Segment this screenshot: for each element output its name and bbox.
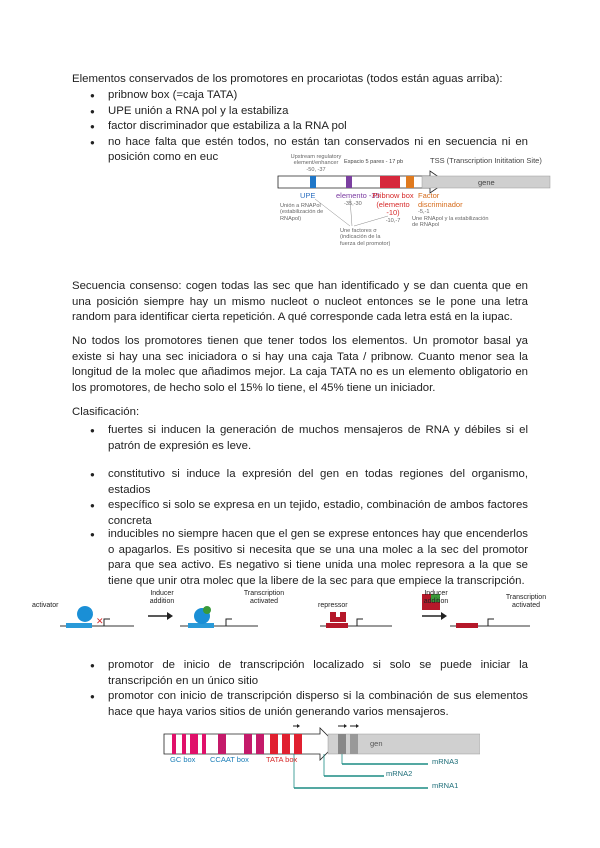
activator-site (66, 623, 92, 628)
gc-box-element (202, 734, 206, 754)
list-item: ● constitutivo si induce la expresión del gen en todas regiones del organismo, estadios (90, 467, 528, 498)
mrna2-label: mRNA2 (386, 769, 413, 778)
tata-box-element (270, 734, 278, 754)
upe-top-label: Upstream regulatory element/enhancer (290, 154, 342, 167)
inducer-addition-label: Inducer addition (149, 590, 175, 605)
promoter-bent-arrow (226, 619, 232, 626)
promoter-bent-arrow (488, 619, 494, 626)
tss-arrow-icon (297, 724, 300, 728)
elem35-label: elemento -35 (336, 191, 380, 200)
upe-top-position: -50, -37 (306, 167, 326, 173)
list-item: ● factor discriminador que estabiliza a la RNA pol (90, 119, 528, 135)
list-item: ● no hace falta que estén todos, no están tan conservados ni en secuencia ni en posición como en euc (90, 135, 528, 166)
elem35-box (346, 176, 352, 188)
clasificacion-list-3 (90, 527, 528, 589)
promoter-bent-arrow (357, 619, 363, 626)
repressor-label: repressor (318, 602, 348, 609)
gc-box-element (190, 734, 198, 754)
tss-arrow-icon (344, 724, 347, 728)
arrow-head-icon (167, 612, 173, 620)
list-item: ● promotor con inicio de transcripción disperso si la combinación de sus elementos hace que haya varios sitios de unión generando varios mensajeros. (90, 689, 528, 720)
upe-box (310, 176, 316, 188)
activator-label: activator (32, 602, 59, 609)
tss-block (338, 734, 346, 754)
no-todos-paragraph: No todos los promotores tienen que tener todos los elementos. Un promotor basal ya existe si hay una sec iniciadora o si hay una caja Tata / pribnow. Cuanto menor sea la longitud de la molec que añadimos mejor. La caja TATA no es un elemento obligatorio en los promotores, de hecho solo el 15% lo tiene, el 45% tiene un iniciador. (72, 335, 528, 394)
list-item: ● fuertes si inducen la generación de muchos mensajeros de RNA y débiles si el patrón de expresión es leve. (90, 423, 528, 454)
ccaat-box-element (256, 734, 264, 754)
tss-block (350, 734, 358, 754)
tata-box-element (282, 734, 290, 754)
pribnow-position: -10,-7 (385, 218, 401, 224)
mrna1-label: mRNA1 (432, 781, 459, 790)
repressor-protein (330, 612, 346, 622)
factor-note: Une RNApol y la estabilización de RNApol (412, 216, 489, 229)
promoter-bent-arrow (104, 619, 110, 626)
repressor-site (456, 623, 478, 628)
dispersed-figure (160, 718, 480, 794)
consenso-paragraph: Secuencia consenso: cogen todas las sec que han identificado y se dan cuenta que en una posición siempre hay un mismo nucleot o nucleot entonces se le pone una letra random para identificar cierta repetición. A qué corresponde cada letra está en la iupac. (72, 280, 528, 324)
gen-label: gen (370, 739, 383, 748)
upe-label: UPE (300, 191, 316, 200)
gene-label: gene (478, 178, 495, 187)
inducer-molecule (203, 606, 211, 614)
pribnow-box (380, 176, 400, 188)
factor-box (406, 176, 414, 188)
transcription-activated-label: Transcription activated (505, 594, 547, 609)
spacing-label: Espacio 5 pares - 17 pb (344, 159, 404, 165)
clasificacion-list-1 (90, 423, 528, 454)
gc-box-element (172, 734, 176, 754)
list-item: ● pribnow box (=caja TATA) (90, 88, 528, 104)
list-item: ● específico si solo se expresa en un tejido, estadio, combinación de ambos factores concreta (90, 498, 528, 529)
list-item: ● inducibles no siempre hacen que el gen se exprese entonces hay que encenderlos o apagarlos. Es positivo si necesita que se una una molec a la sec del promotor para que sea activo. Es negativo si tiene unida una molec represora a la que se tiene que unir otra molec que la libere de la sec para que empiece la transcripción. (90, 527, 528, 589)
transcription-activated-label: Transcription activated (243, 590, 285, 605)
tss-arrow-icon (356, 724, 359, 728)
factor-position: -5,-1 (418, 209, 430, 215)
upe-note: Unión a RNAPol (estabilización de RNApol) (280, 203, 324, 222)
ccaat-box-label: CCAAT box (210, 755, 249, 764)
tss-label: TSS (Transcription Inititation Site) (430, 156, 542, 165)
activator-protein (77, 606, 93, 622)
inducer-addition-label: Inducer addition (423, 590, 449, 605)
clasificacion-list-2 (90, 467, 528, 529)
ccaat-box-element (218, 734, 226, 754)
list-item: ● UPE unión a RNA pol y la estabiliza (90, 104, 528, 120)
repressor-site (326, 623, 348, 628)
tata-box-element (294, 734, 302, 754)
gc-box-label: GC box (170, 755, 196, 764)
promoter-figure (270, 154, 560, 254)
gc-box-element (182, 734, 186, 754)
intro-heading: Elementos conservados de los promotores en procariotas (todos están aguas arriba): (72, 73, 503, 85)
ccaat-box-element (244, 734, 252, 754)
pribnow-label: Pribnow box (elemento -10) (372, 191, 414, 217)
factor-label: Factor discriminador (418, 191, 463, 209)
promoter-arrow (278, 171, 446, 193)
tata-box-label: TATA box (266, 755, 298, 764)
mrna3-label: mRNA3 (432, 757, 459, 766)
sigma-note: Une factores σ (indicación de la fuerza del promotor) (340, 228, 391, 247)
arrow-head-icon (441, 612, 447, 620)
elem35-position: -35,-30 (344, 201, 362, 207)
induction-figure (30, 590, 580, 638)
inicio-list (90, 658, 528, 720)
inactive-mark: ✕ (96, 616, 104, 626)
clasificacion-heading: Clasificación: (72, 406, 140, 418)
list-item: ● promotor de inicio de transcripción localizado si solo se puede iniciar la transcripción en un único sitio (90, 658, 528, 689)
